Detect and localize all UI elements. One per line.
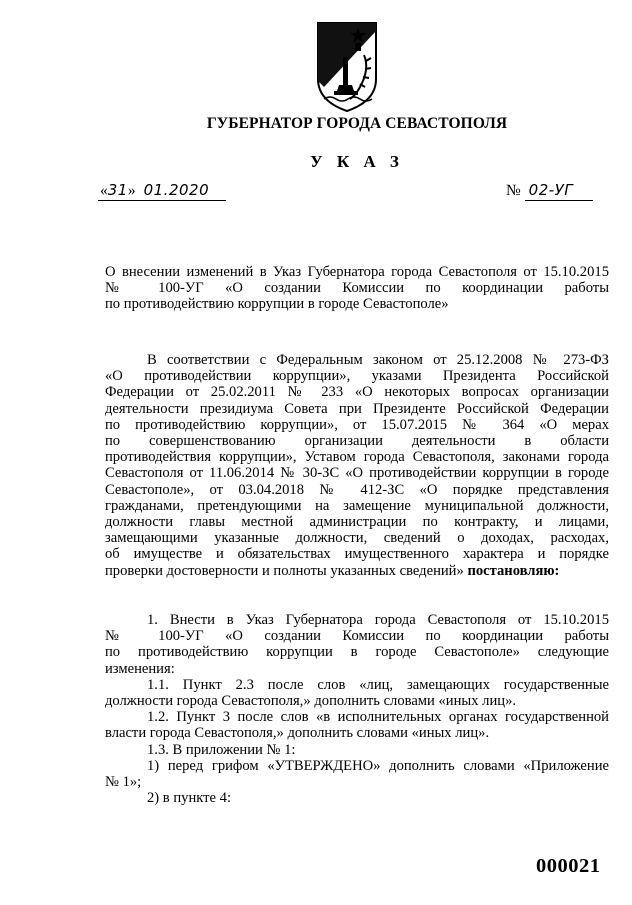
item-1-line: изменения:: [105, 660, 175, 677]
item-1-1-line: должности города Севастополя,» дополнить словами «иных лиц».: [105, 693, 517, 710]
decree-items: [105, 612, 609, 806]
preamble-line: Севастополе», от 03.04.2018 № 412-ЗС «О порядке представления: [105, 481, 609, 498]
item-1-line: по противодействию коррупции в городе Севастополе» следующие: [105, 644, 609, 661]
preamble-line: по совершенствованию организации деятельности в области: [105, 433, 609, 450]
decree-verb: постановляю: [467, 562, 555, 579]
item-1-3-1-line: 1) перед грифом «УТВЕРЖДЕНО» дополнить словами «Приложение: [147, 757, 609, 774]
preamble: [105, 352, 609, 579]
preamble-line: замещающими указанные должности, сведений о доходах, расходах,: [105, 530, 609, 547]
preamble-line: гражданами, претендующими на замещение муниципальной должности,: [105, 497, 609, 514]
number-value-field: 02-УГ: [525, 181, 593, 201]
title-line: № 100-УГ «О создании Комиссии по координации работы: [105, 280, 609, 297]
item-1-3-1-line: № 1»;: [105, 774, 142, 791]
preamble-line: должности главы местной администрации по контракту, и лицами,: [105, 514, 609, 531]
item-1-2-line: власти города Севастополя,» дополнить словами «иных лиц».: [105, 725, 490, 742]
coat-of-arms-emblem: [314, 17, 380, 113]
item-1-3: 1.3. В приложении № 1:: [147, 741, 296, 758]
decree-title: [105, 264, 609, 313]
preamble-line: В соответствии с Федеральным законом от 25.12.2008 № 273-ФЗ: [147, 352, 609, 368]
item-1-2-line: 1.2. Пункт 3 после слов «в исполнительных органах государственной: [147, 709, 609, 726]
item-1-line: № 100-УГ «О создании Комиссии по координации работы: [105, 628, 609, 645]
item-1-3-2: 2) в пункте 4:: [147, 790, 232, 807]
preamble-line: Севастополя от 11.06.2014 № 30-ЗС «О противодействии коррупции в городе: [105, 465, 609, 482]
serial-number: 000021: [536, 855, 601, 877]
number-sign: №: [506, 182, 521, 199]
preamble-last-line: проверки достоверности и полноты указанных сведений» постановляю:: [105, 562, 560, 579]
preamble-line: противодействия коррупции», Уставом города Севастополя, законами города: [105, 449, 609, 466]
preamble-line: деятельности президиума Совета при Президенте Российской Федерации: [105, 400, 609, 417]
title-line: по противодействию коррупции в городе Севастополе»: [105, 296, 449, 313]
date-month-year-field: 01.2020: [140, 181, 226, 201]
preamble-line: Федерации от 25.02.2011 № 233 «О некоторых вопросах организации: [105, 384, 609, 401]
decree-date: [98, 181, 226, 201]
preamble-line: по противодействию коррупции», от 15.07.2015 № 364 «О мерах: [105, 416, 609, 433]
item-1-line: 1. Внести в Указ Губернатора города Севастополя от 15.10.2015: [147, 612, 609, 628]
preamble-line: «О противодействии коррупции», указами Президента Российской: [105, 368, 609, 385]
item-1-1-line: 1.1. Пункт 2.3 после слов «лиц, замещающих государственные: [147, 676, 609, 693]
issuing-authority: ГУБЕРНАТОР ГОРОДА СЕВАСТОПОЛЯ: [206, 115, 508, 132]
document-type: У К А З: [310, 152, 404, 171]
decree-number: [506, 181, 593, 201]
preamble-line: об имуществе и обязательствах имущественного характера и порядке: [105, 546, 609, 563]
date-day-field: «31»: [98, 181, 140, 201]
title-line: О внесении изменений в Указ Губернатора города Севастополя от 15.10.2015: [105, 264, 609, 280]
